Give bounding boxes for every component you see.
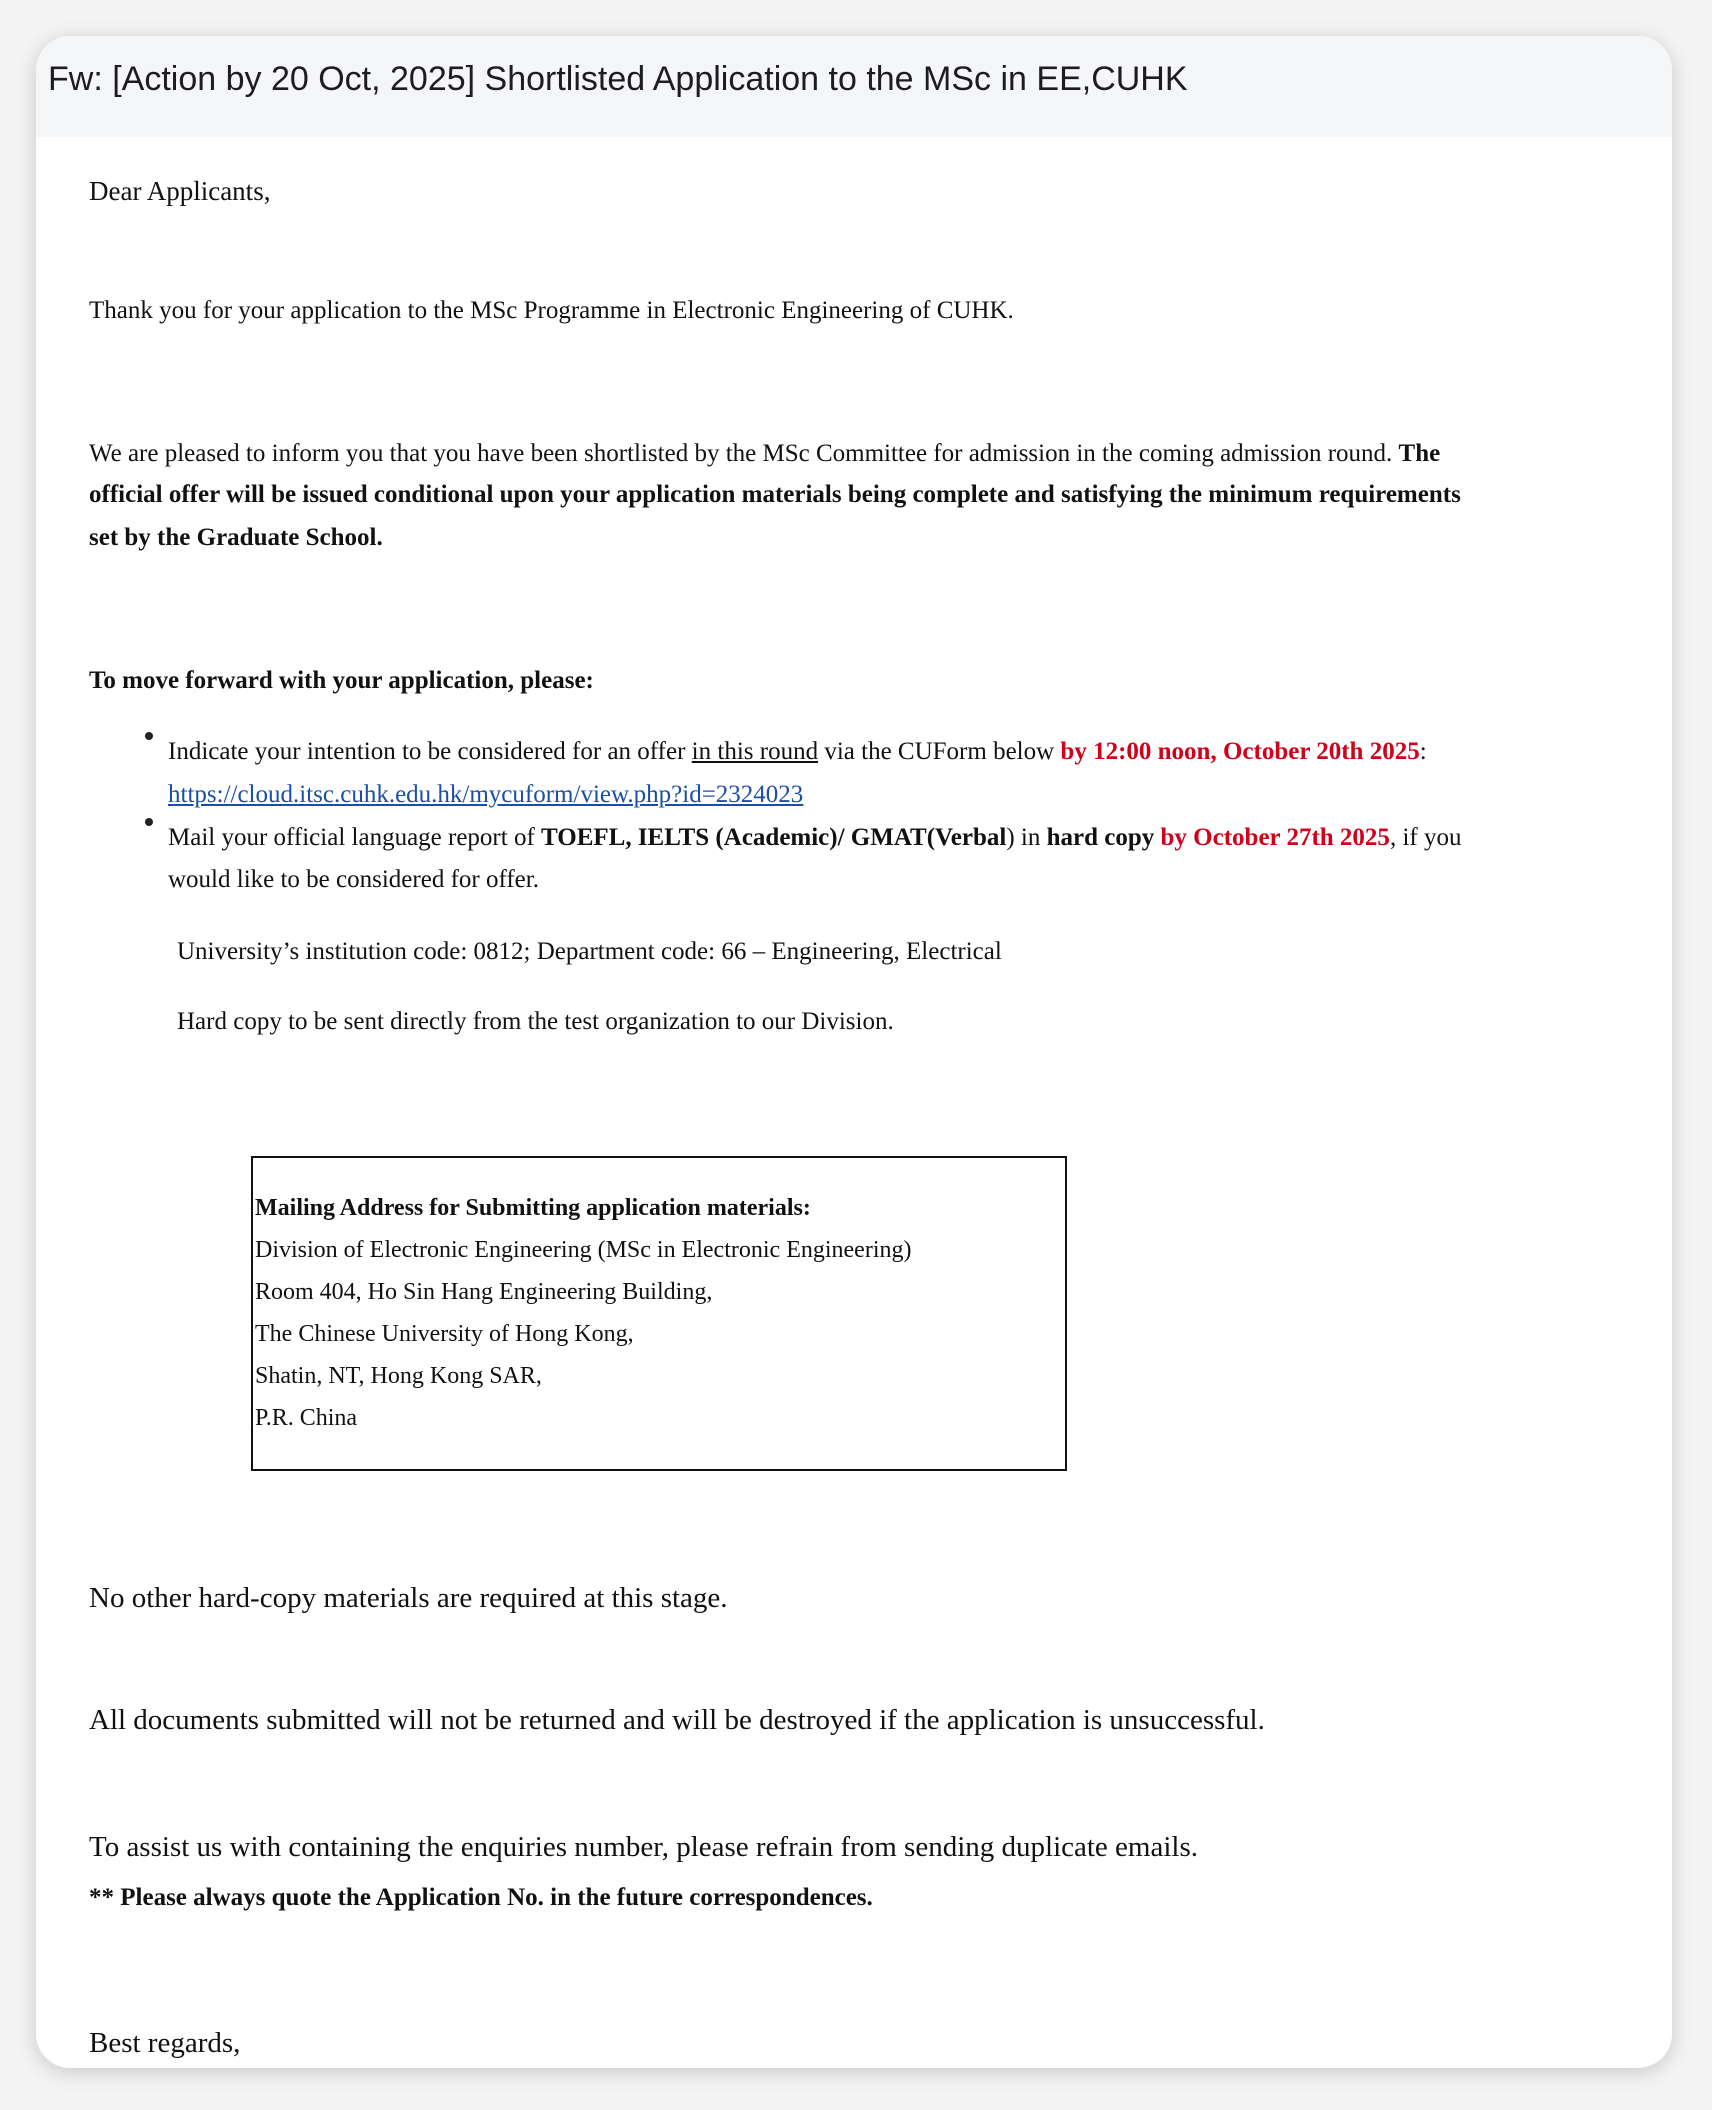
bullet-1-text: Indicate your intention to be considered for an offer [168, 738, 692, 765]
codes-note: University’s institution code: 0812; Department code: 66 – Engineering, Electrical [177, 938, 1002, 965]
address-line: Room 404, Ho Sin Hang Engineering Building, [255, 1279, 713, 1305]
bullet-2-text-c: , if you [1389, 824, 1462, 851]
address-line: Division of Electronic Engineering (MSc in Electronic Engineering) [255, 1237, 912, 1263]
deadline-1: by 12:00 noon, October 20th 2025 [1060, 738, 1420, 765]
bullet-icon [145, 818, 153, 826]
email-card [36, 36, 1672, 2068]
deadline-2: by October 27th 2025 [1154, 824, 1390, 851]
cuform-link[interactable]: https://cloud.itsc.cuhk.edu.hk/mycuform/view.php?id=2324023 [168, 781, 804, 808]
forward-heading: To move forward with your application, please: [89, 667, 594, 694]
mailing-heading: Mailing Address for Submitting application materials: [255, 1195, 811, 1221]
email-subject: Fw: [Action by 20 Oct, 2025] Shortlisted Application to the MSc in EE,CUHK [48, 60, 1188, 98]
shortlist-line-1 [89, 438, 1440, 470]
address-line: The Chinese University of Hong Kong, [255, 1321, 634, 1347]
documents-note: All documents submitted will not be returned and will be destroyed if the application is unsuccessful. [89, 1704, 1265, 1736]
thanks-paragraph: Thank you for your application to the MSc Programme in Electronic Engineering of CUHK. [89, 297, 1014, 324]
shortlist-text: We are pleased to inform you that you have been shortlisted by the MSc Committee for admission in the coming admission round. [89, 440, 1393, 467]
email-header [36, 36, 1672, 137]
address-line: Shatin, NT, Hong Kong SAR, [255, 1363, 542, 1389]
quote-note: ** Please always quote the Application No. in the future correspondences. [89, 1884, 873, 1911]
hard-copy: hard copy [1046, 824, 1155, 851]
bullet-2-text: Mail your official language report of [168, 824, 542, 851]
cuform-link-line [168, 779, 803, 811]
address-line: P.R. China [255, 1405, 358, 1431]
greeting: Dear Applicants, [89, 176, 271, 206]
shortlist-bold: The [1398, 440, 1441, 467]
bullet-2-line [168, 822, 1461, 854]
shortlist-line-3: set by the Graduate School. [89, 524, 383, 551]
tests: TOEFL, IELTS (Academic)/ GMAT(Verbal [541, 824, 1007, 851]
shortlist-line-2: official offer will be issued conditional upon your application materials being complete and satisfying the minimum requirements [89, 481, 1461, 508]
bullet-icon [145, 732, 153, 740]
no-other-note: No other hard-copy materials are required at this stage. [89, 1582, 728, 1614]
colon: : [1419, 738, 1427, 765]
assist-note: To assist us with containing the enquiries number, please refrain from sending duplicate emails. [89, 1831, 1198, 1863]
mailing-address-box [251, 1156, 1067, 1471]
in-this-round: in this round [691, 738, 819, 765]
bullet-1-text-b: via the CUForm below [818, 738, 1061, 765]
hard-copy-note: Hard copy to be sent directly from the test organization to our Division. [177, 1008, 894, 1035]
bullet-1-line [168, 736, 1427, 768]
bullet-2-text-b: ) in [1006, 824, 1047, 851]
signoff: Best regards, [89, 2027, 241, 2059]
bullet-2-line-2: would like to be considered for offer. [168, 866, 539, 893]
